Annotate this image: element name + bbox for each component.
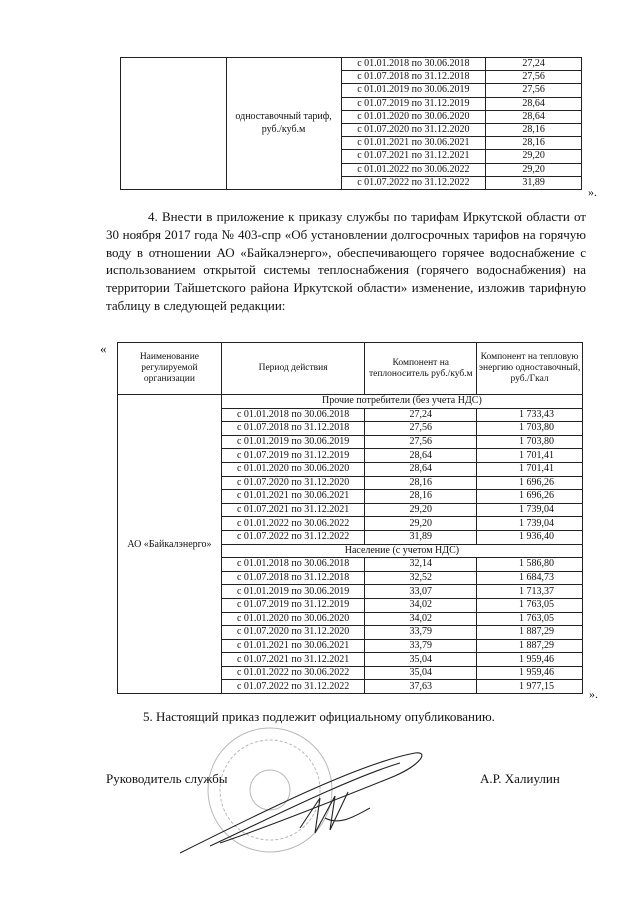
main-table-closing-quote: ». (589, 687, 598, 701)
signatory-title: Руководитель службы (106, 771, 228, 786)
period-cell: с 01.07.2022 по 31.12.2022 (221, 530, 365, 544)
heat-value-cell: 1 701,41 (477, 462, 583, 476)
period-cell: с 01.07.2021 по 31.12.2021 (221, 653, 365, 667)
top-tariff-table (120, 57, 582, 190)
carrier-value-cell: 28,64 (365, 449, 477, 463)
heat-value-cell: 1 763,05 (477, 612, 583, 626)
carrier-value-cell: 34,02 (365, 598, 477, 612)
period-cell: с 01.07.2021 по 31.12.2021 (341, 150, 486, 163)
carrier-value-cell: 27,56 (365, 422, 477, 436)
organization-cell: АО «Байкалэнерго» (118, 395, 222, 694)
main-tariff-table (117, 342, 583, 694)
period-cell: с 01.01.2018 по 30.06.2018 (341, 58, 486, 71)
period-cell: с 01.07.2018 по 31.12.2018 (221, 571, 365, 585)
period-cell: с 01.01.2022 по 30.06.2022 (221, 517, 365, 531)
value-cell: 27,56 (486, 71, 582, 84)
period-cell: с 01.07.2022 по 31.12.2022 (221, 680, 365, 694)
header-period: Период действия (221, 343, 365, 395)
heat-value-cell: 1 733,43 (477, 408, 583, 422)
carrier-value-cell: 35,04 (365, 653, 477, 667)
value-cell: 28,64 (486, 97, 582, 110)
carrier-value-cell: 29,20 (365, 517, 477, 531)
period-cell: с 01.01.2021 по 30.06.2021 (221, 490, 365, 504)
heat-value-cell: 1 739,04 (477, 517, 583, 531)
value-cell: 29,20 (486, 150, 582, 163)
carrier-value-cell: 32,52 (365, 571, 477, 585)
group-title: Прочие потребители (без учета НДС) (221, 395, 582, 409)
carrier-value-cell: 28,64 (365, 462, 477, 476)
heat-value-cell: 1 959,46 (477, 653, 583, 667)
period-cell: с 01.01.2022 по 30.06.2022 (341, 163, 486, 176)
blank-cell (121, 58, 227, 190)
period-cell: с 01.07.2020 по 31.12.2020 (221, 626, 365, 640)
period-cell: с 01.07.2018 по 31.12.2018 (341, 71, 486, 84)
value-cell: 27,24 (486, 58, 582, 71)
header-carrier: Компонент на теплоноситель руб./куб.м (365, 343, 477, 395)
period-cell: с 01.01.2019 по 30.06.2019 (221, 435, 365, 449)
period-cell: с 01.07.2022 по 31.12.2022 (341, 176, 486, 189)
heat-value-cell: 1 887,29 (477, 639, 583, 653)
carrier-value-cell: 27,56 (365, 435, 477, 449)
carrier-value-cell: 35,04 (365, 666, 477, 680)
heat-value-cell: 1 701,41 (477, 449, 583, 463)
heat-value-cell: 1 684,73 (477, 571, 583, 585)
heat-value-cell: 1 586,80 (477, 558, 583, 572)
top-table-closing-quote: ». (588, 185, 597, 199)
paragraph-5: 5. Настоящий приказ подлежит официальному опубликованию. (143, 709, 495, 724)
period-cell: с 01.07.2021 по 31.12.2021 (221, 503, 365, 517)
tariff-type-label: одноставочный тариф, руб./куб.м (226, 58, 341, 190)
carrier-value-cell: 37,63 (365, 680, 477, 694)
seal-outer-ring (208, 728, 332, 852)
heat-value-cell: 1 936,40 (477, 530, 583, 544)
heat-value-cell: 1 959,46 (477, 666, 583, 680)
carrier-value-cell: 29,20 (365, 503, 477, 517)
period-cell: с 01.01.2021 по 30.06.2021 (341, 137, 486, 150)
heat-value-cell: 1 696,26 (477, 490, 583, 504)
period-cell: с 01.01.2020 по 30.06.2020 (341, 110, 486, 123)
handwritten-signature (180, 753, 422, 853)
heat-value-cell: 1 703,80 (477, 435, 583, 449)
carrier-value-cell: 27,24 (365, 408, 477, 422)
carrier-value-cell: 34,02 (365, 612, 477, 626)
period-cell: с 01.07.2019 по 31.12.2019 (221, 598, 365, 612)
heat-value-cell: 1 713,37 (477, 585, 583, 599)
period-cell: с 01.01.2018 по 30.06.2018 (221, 558, 365, 572)
signatory-name: А.Р. Халиулин (480, 771, 560, 786)
period-cell: с 01.01.2020 по 30.06.2020 (221, 612, 365, 626)
period-cell: с 01.01.2021 по 30.06.2021 (221, 639, 365, 653)
period-cell: с 01.01.2022 по 30.06.2022 (221, 666, 365, 680)
heat-value-cell: 1 763,05 (477, 598, 583, 612)
heat-value-cell: 1 887,29 (477, 626, 583, 640)
carrier-value-cell: 28,16 (365, 490, 477, 504)
period-cell: с 01.01.2020 по 30.06.2020 (221, 462, 365, 476)
heat-value-cell: 1 696,26 (477, 476, 583, 490)
group-title: Население (с учетом НДС) (221, 544, 582, 558)
period-cell: с 01.07.2019 по 31.12.2019 (341, 97, 486, 110)
carrier-value-cell: 32,14 (365, 558, 477, 572)
period-cell: с 01.01.2019 по 30.06.2019 (221, 585, 365, 599)
carrier-value-cell: 31,89 (365, 530, 477, 544)
paragraph-4: 4. Внести в приложение к приказу службы по тарифам Иркутской области от 30 ноября 2017 года № 403-спр «Об установлении долгосрочных тарифов на горячую воду в отношении АО «Байкалэнерго», обеспечивающего горячее водоснабжение с использованием открытой системы теплоснабжения (горячего водоснабжения) на территории Тайшетского района Иркутской области» изменение, изложив тарифную таблицу в следующей редакции: (106, 209, 586, 313)
period-cell: с 01.07.2020 по 31.12.2020 (341, 123, 486, 136)
carrier-value-cell: 28,16 (365, 476, 477, 490)
heat-value-cell: 1 739,04 (477, 503, 583, 517)
header-heat: Компонент на тепловую энергию одноставочный, руб./Гкал (477, 343, 583, 395)
value-cell: 29,20 (486, 163, 582, 176)
main-table-open-quote: « (100, 341, 107, 356)
seal-center-ring (250, 770, 290, 810)
value-cell: 28,16 (486, 123, 582, 136)
group-header-row (118, 395, 583, 409)
value-cell: 31,89 (486, 176, 582, 189)
value-cell: 28,64 (486, 110, 582, 123)
period-cell: с 01.07.2019 по 31.12.2019 (221, 449, 365, 463)
period-cell: с 01.07.2018 по 31.12.2018 (221, 422, 365, 436)
table-row (121, 58, 582, 71)
period-cell: с 01.01.2018 по 30.06.2018 (221, 408, 365, 422)
stamp-and-signature (150, 718, 440, 873)
carrier-value-cell: 33,79 (365, 639, 477, 653)
value-cell: 28,16 (486, 137, 582, 150)
carrier-value-cell: 33,79 (365, 626, 477, 640)
period-cell: с 01.01.2019 по 30.06.2019 (341, 84, 486, 97)
carrier-value-cell: 33,07 (365, 585, 477, 599)
period-cell: с 01.07.2020 по 31.12.2020 (221, 476, 365, 490)
header-org: Наименование регулируемой организации (118, 343, 222, 395)
heat-value-cell: 1 977,15 (477, 680, 583, 694)
heat-value-cell: 1 703,80 (477, 422, 583, 436)
value-cell: 27,56 (486, 84, 582, 97)
